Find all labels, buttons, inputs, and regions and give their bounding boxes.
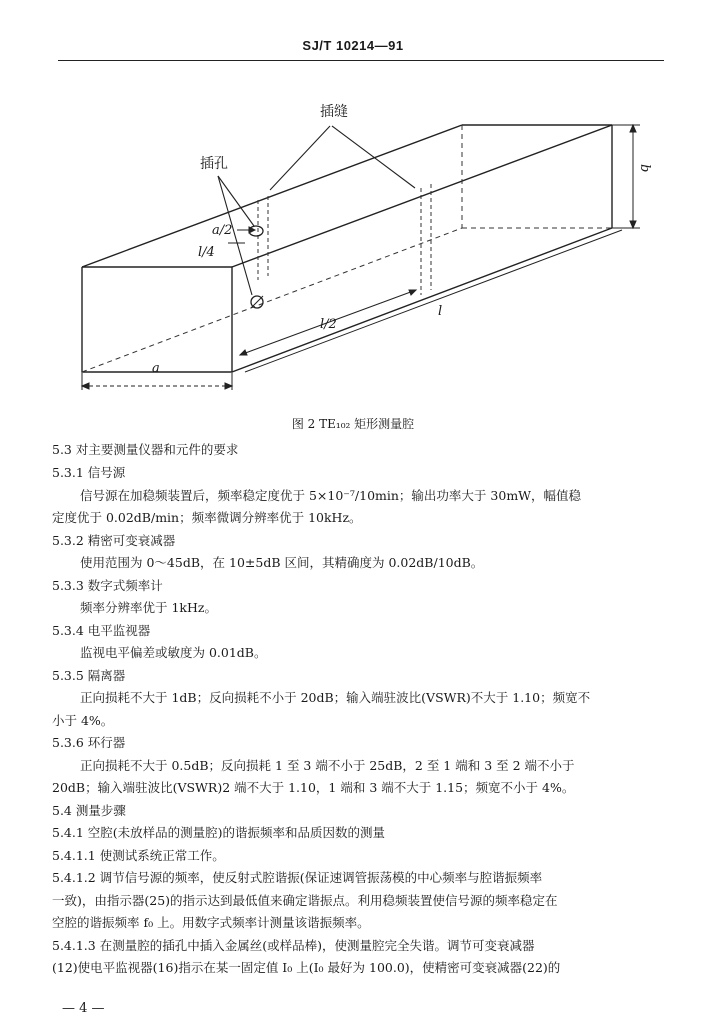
waveguide-cavity-figure <box>0 90 706 410</box>
text-line: 5.3 对主要测量仪器和元件的要求 <box>52 442 239 457</box>
text-line: (12)使电平监视器(16)指示在某一固定值 I₀ 上(I₀ 最好为 100.0)，使精密可变衰减器(22)的 <box>52 960 561 975</box>
text-line: 5.3.5 隔离器 <box>52 668 126 683</box>
text-line: 5.4.1 空腔(未放样品的测量腔)的谐振频率和品质因数的测量 <box>52 825 386 840</box>
text-line: 正向损耗不大于 0.5dB；反向损耗 1 至 3 端不小于 25dB，2 至 1 端和 3 至 2 端不小于 <box>80 758 575 773</box>
text-line: 使用范围为 0～45dB，在 10±5dB 区间，其精确度为 0.02dB/10dB。 <box>80 555 484 570</box>
text-line: 正向损耗不大于 1dB；反向损耗不小于 20dB；输入端驻波比(VSWR)不大于 1.10；频宽不 <box>80 690 591 705</box>
leader-lines <box>218 126 415 295</box>
text-line: 一致)，由指示器(25)的指示达到最低值来确定谐振点。利用稳频装置使信号源的频率稳定在 <box>52 893 558 908</box>
document-header-code: SJ/T 10214—91 <box>302 38 404 53</box>
cavity-box-outline <box>82 125 612 372</box>
label-l: l <box>438 304 443 319</box>
text-line: 5.3.4 电平监视器 <box>52 623 151 638</box>
text-line: 小于 4%。 <box>52 713 114 728</box>
text-line: 5.3.2 精密可变衰减器 <box>52 533 176 548</box>
label-half-a: a/2 <box>212 223 233 238</box>
text-line: 定度优于 0.02dB/min；频率微调分辨率优于 10kHz。 <box>52 510 362 525</box>
page-number: — 4 — <box>62 1001 105 1016</box>
label-half-l: l/2 <box>320 317 337 332</box>
text-line: 5.4 测量步骤 <box>52 803 126 818</box>
text-line: 5.3.3 数字式频率计 <box>52 578 163 593</box>
slot-lines <box>258 184 431 295</box>
dimension-lines <box>82 125 640 390</box>
text-line: 5.3.1 信号源 <box>52 465 126 480</box>
figure-caption: 图 2 TE₁₀₂ 矩形测量腔 <box>291 417 415 431</box>
text-line: 20dB；输入端驻波比(VSWR)2 端不大于 1.10，1 端和 3 端不大于 1.15；频宽不小于 4%。 <box>52 780 575 795</box>
label-hole: 插孔 <box>200 156 228 172</box>
label-b: b <box>637 164 652 173</box>
text-line: 5.4.1.2 调节信号源的频率，使反射式腔谐振(保证速调管振荡模的中心频率与腔谐振频率 <box>52 870 543 885</box>
label-a: a <box>152 361 160 376</box>
text-line: 监视电平偏差或敏度为 0.01dB。 <box>80 645 267 660</box>
label-quarter-l: l/4 <box>198 245 215 260</box>
text-line: 5.4.1.3 在测量腔的插孔中插入金属丝(或样品棒)，使测量腔完全失谐。调节可变衰减器 <box>52 938 535 953</box>
header-rule <box>58 60 664 61</box>
hidden-edges <box>82 125 612 372</box>
text-line: 空腔的谐振频率 f₀ 上。用数字式频率计测量该谐振频率。 <box>52 915 370 930</box>
text-line: 频率分辨率优于 1kHz。 <box>80 600 217 615</box>
text-line: 5.4.1.1 使测试系统正常工作。 <box>52 848 225 863</box>
text-line: 信号源在加稳频装置后，频率稳定度优于 5×10⁻⁷/10min；输出功率大于 30mW，幅值稳 <box>80 488 582 503</box>
text-line: 5.3.6 环行器 <box>52 735 126 750</box>
label-slot: 插缝 <box>320 104 348 120</box>
